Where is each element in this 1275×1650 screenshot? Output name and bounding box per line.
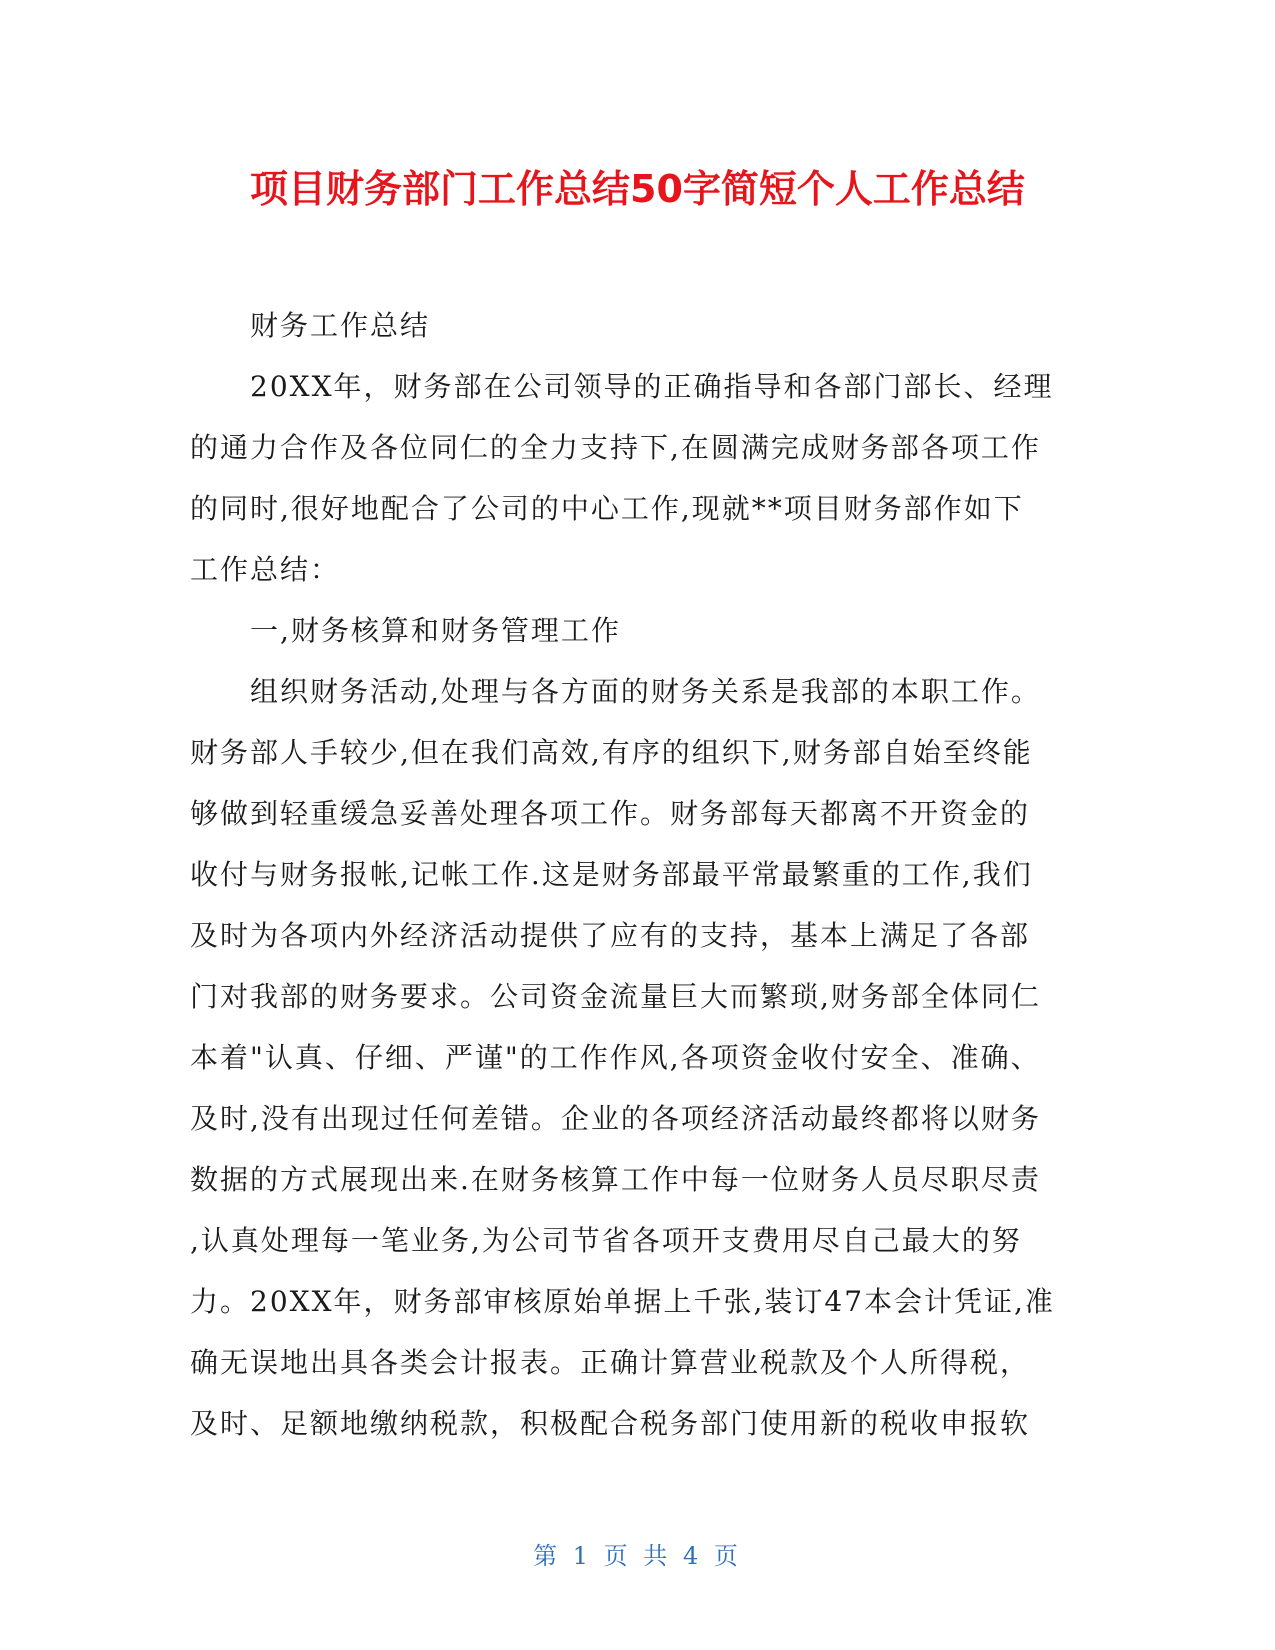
paragraph-line: 门对我部的财务要求。公司资金流量巨大而繁琐,财务部全体同仁 — [190, 980, 1041, 1013]
paragraph-line: 及时、足额地缴纳税款，积极配合税务部门使用新的税收申报软 — [190, 1407, 1031, 1440]
paragraph-line: 财务部人手较少,但在我们高效,有序的组织下,财务部自始至终能 — [190, 736, 1033, 769]
document-title: 项目财务部门工作总结50字简短个人工作总结 — [250, 167, 1025, 211]
paragraph-line: 本着"认真、仔细、严谨"的工作作风,各项资金收付安全、准确、 — [190, 1041, 1041, 1074]
paragraph-line: 够做到轻重缓急妥善处理各项工作。财务部每天都离不开资金的 — [190, 797, 1031, 830]
paragraph-line: 及时,没有出现过任何差错。企业的各项经济活动最终都将以财务 — [190, 1102, 1041, 1135]
page-number-footer: 第 1 页 共 4 页 — [533, 1542, 742, 1570]
paragraph-line: 组织财务活动,处理与各方面的财务关系是我部的本职工作。 — [250, 675, 1041, 708]
paragraph-line: 工作总结： — [190, 553, 341, 586]
paragraph-line: 的同时,很好地配合了公司的中心工作,现就**项目财务部作如下 — [190, 492, 1024, 525]
section-heading: 一,财务核算和财务管理工作 — [250, 614, 621, 647]
paragraph-line: 收付与财务报帐,记帐工作.这是财务部最平常最繁重的工作,我们 — [190, 858, 1033, 891]
paragraph-line: 财务工作总结 — [250, 309, 431, 342]
paragraph-line: ,认真处理每一笔业务,为公司节省各项开支费用尽自己最大的努 — [190, 1224, 1022, 1257]
document-body — [190, 295, 1080, 1454]
paragraph-line: 数据的方式展现出来.在财务核算工作中每一位财务人员尽职尽责 — [190, 1163, 1041, 1196]
paragraph-line: 力。20XX年，财务部审核原始单据上千张,装订47本会计凭证,准 — [190, 1285, 1055, 1318]
paragraph-line: 确无误地出具各类会计报表。正确计算营业税款及个人所得税， — [190, 1346, 1031, 1379]
paragraph-line: 的通力合作及各位同仁的全力支持下,在圆满完成财务部各项工作 — [190, 431, 1041, 464]
paragraph-line: 及时为各项内外经济活动提供了应有的支持，基本上满足了各部 — [190, 919, 1031, 952]
paragraph-line: 20XX年，财务部在公司领导的正确指导和各部门部长、经理 — [250, 370, 1054, 403]
